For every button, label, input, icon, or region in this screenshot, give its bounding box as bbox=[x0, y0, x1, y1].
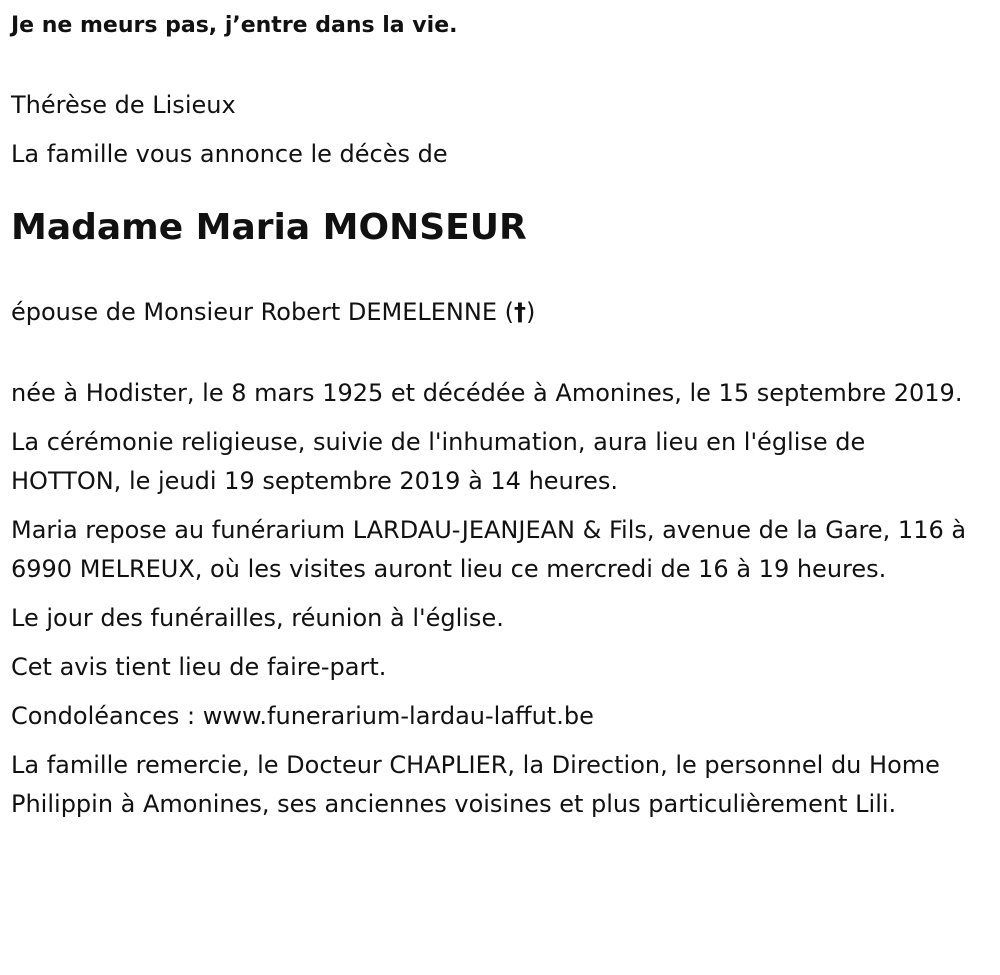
deceased-name: Madame Maria MONSEUR bbox=[11, 207, 527, 248]
birth-death-paragraph: née à Hodister, le 8 mars 1925 et décédée à Amonines, le 15 septembre 2019. bbox=[11, 379, 963, 407]
condolences-paragraph: Condoléances : www.funerarium-lardau-laffut.be bbox=[11, 702, 594, 730]
ceremony-paragraph: La cérémonie religieuse, suivie de l'inhumation, aura lieu en l'église de HOTTON, le jeudi 19 septembre 2019 à 14 heures. bbox=[11, 428, 866, 495]
funeral-day-paragraph: Le jour des funérailles, réunion à l'église. bbox=[11, 604, 504, 632]
notice-paragraph: Cet avis tient lieu de faire-part. bbox=[11, 653, 387, 681]
cross-icon: † bbox=[513, 298, 526, 326]
announcement-line: La famille vous annonce le décès de bbox=[11, 140, 448, 168]
visitation-paragraph: Maria repose au funérarium LARDAU-JEANJEAN & Fils, avenue de la Gare, 116 à 6990 MELREUX, où les visites auront lieu ce mercredi de 16 à 19 heures. bbox=[11, 516, 967, 583]
thanks-paragraph: La famille remercie, le Docteur CHAPLIER, la Direction, le personnel du Home Philippin à Amonines, ses anciennes voisines et plus particulièrement Lili. bbox=[11, 751, 940, 818]
opening-quote: Je ne meurs pas, j’entre dans la vie. bbox=[11, 13, 458, 38]
quote-author: Thérèse de Lisieux bbox=[11, 91, 236, 119]
spouse-text: épouse de Monsieur Robert DEMELENNE ( bbox=[11, 298, 514, 326]
spouse-close-paren: ) bbox=[525, 298, 536, 326]
spouse-line bbox=[11, 293, 974, 332]
